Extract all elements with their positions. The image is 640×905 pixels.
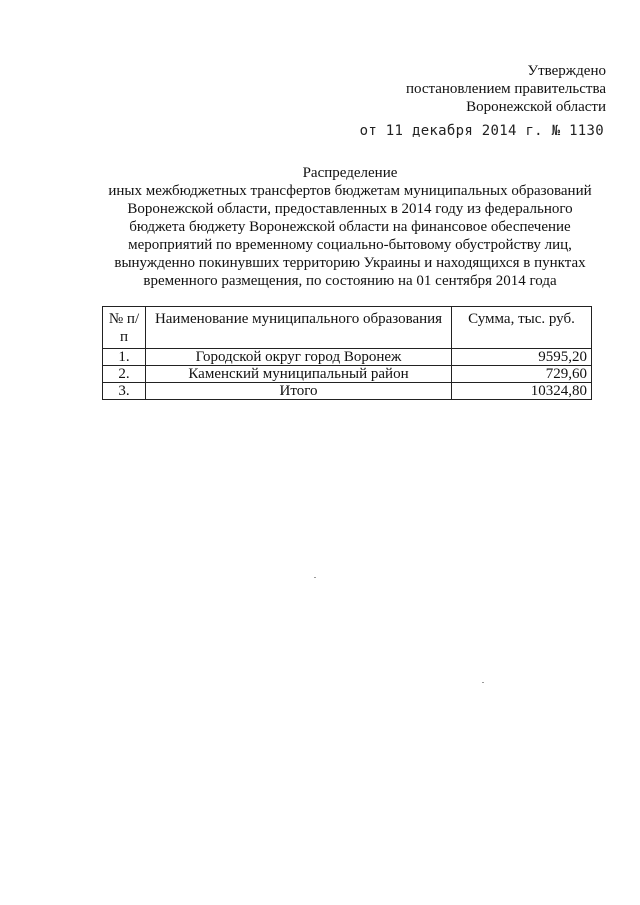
approval-title: Утверждено [527,63,606,79]
row-sum: 729,60 [452,366,592,383]
document-title [100,164,600,290]
title-heading: Распределение [302,165,398,181]
row-number: 3. [103,383,146,400]
title-description: иных межбюджетных трансфертов бюджетам муниципальных образований Воронежской области, предоставленных в 2014 году из федерального бюджета бюджету Воронежской области на финансовое обеспечение мероприятий по временному социально-бытовому обустройству лиц, вынужденно покинувших территорию Украины и находящихся в пунктах временного размещения, по состоянию на 01 сентября 2014 года [108,183,592,289]
table-row [103,349,592,366]
approval-decree: постановлением правительства [405,81,606,97]
scan-speck [482,682,484,683]
row-number: 2. [103,366,146,383]
row-number: 1. [103,349,146,366]
table-row [103,366,592,383]
row-municipality: Каменский муниципальный район [146,366,452,383]
header-municipality: Наименование муниципального образования [146,307,452,349]
header-number: № п/п [103,307,146,349]
header-sum: Сумма, тыс. руб. [452,307,592,349]
distribution-table [102,306,592,400]
row-municipality: Итого [146,383,452,400]
row-sum: 9595,20 [452,349,592,366]
table-header-row [103,307,592,349]
approval-authority: Воронежской области [466,99,606,115]
decree-date-number: от 11 декабря 2014 г. № 1130 [359,123,604,139]
scan-speck [314,577,316,578]
approval-block [406,62,606,116]
table-row-total [103,383,592,400]
row-sum: 10324,80 [452,383,592,400]
row-municipality: Городской округ город Воронеж [146,349,452,366]
